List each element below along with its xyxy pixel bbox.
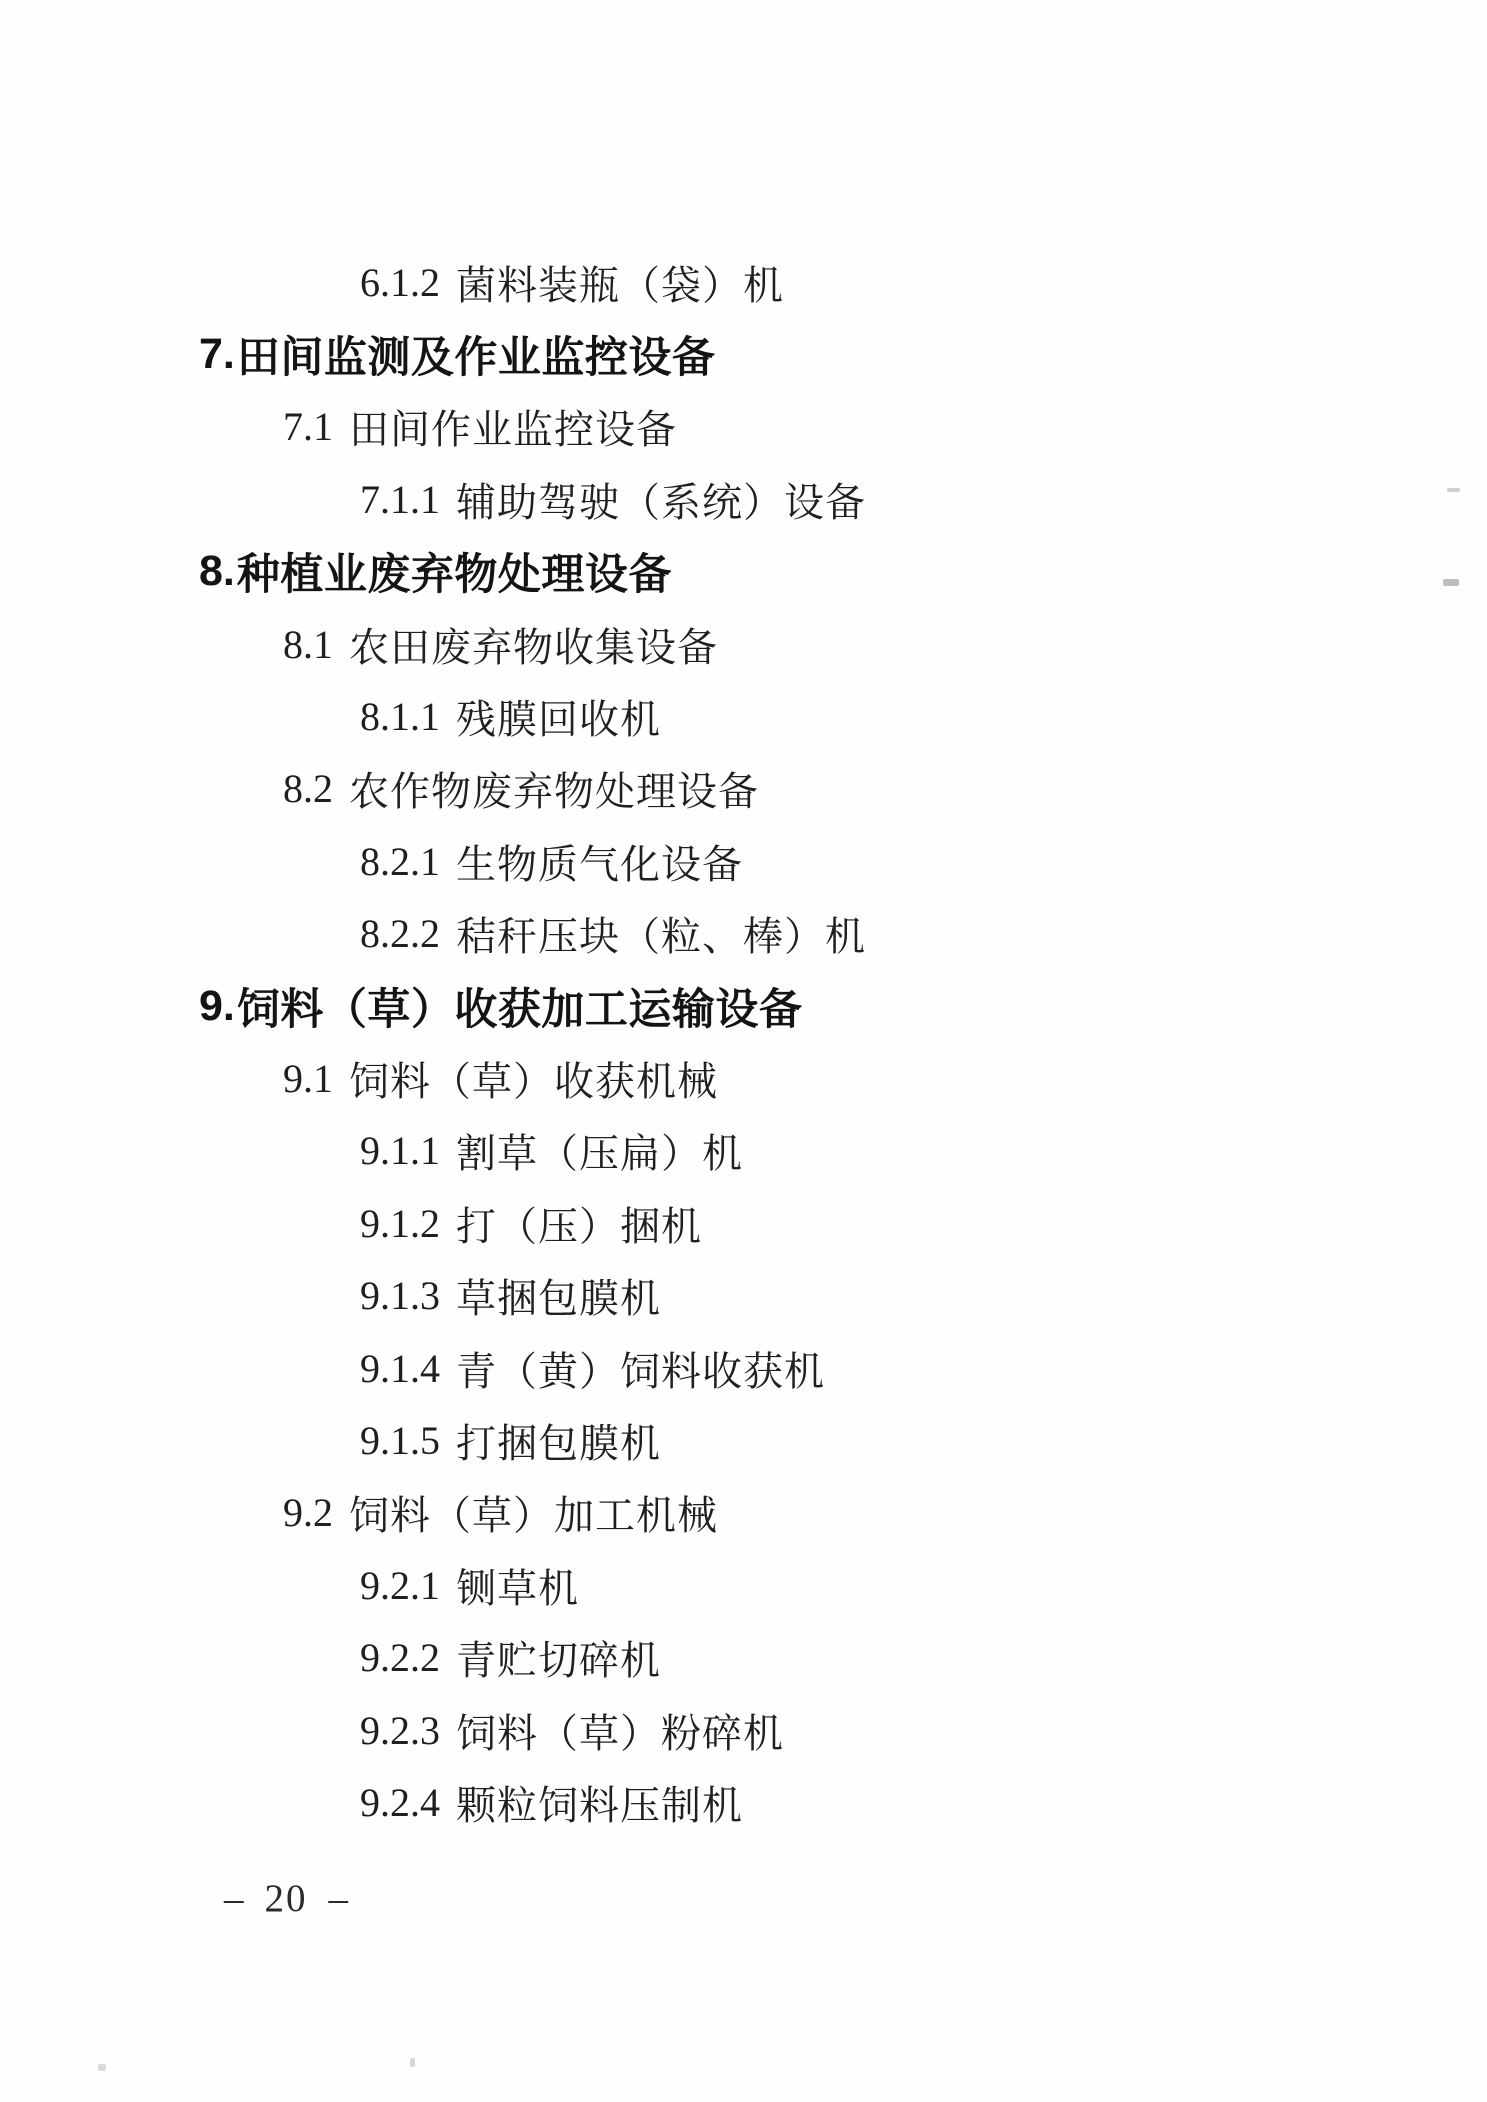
scan-artifact xyxy=(410,2058,415,2067)
entry-number: 9.2 xyxy=(283,1490,333,1536)
entry-number: 8.2 xyxy=(283,766,333,812)
entry-label: 田间监测及作业监控设备 xyxy=(236,334,716,383)
entry-label: 草捆包膜机 xyxy=(456,1276,661,1322)
entry-number: 9. xyxy=(199,981,235,1030)
scan-artifact xyxy=(98,2064,106,2071)
entry-number: 9.1.1 xyxy=(360,1128,440,1174)
scan-artifact xyxy=(1443,579,1459,586)
entry-number: 9.2.3 xyxy=(360,1707,440,1753)
entry-number: 8.2.1 xyxy=(360,838,440,884)
entry-number: 9.1.2 xyxy=(360,1200,440,1246)
equipment-catalog-list xyxy=(0,246,1487,1839)
catalog-entry xyxy=(0,1332,1487,1404)
section-heading xyxy=(0,318,1487,390)
catalog-entry xyxy=(0,1694,1487,1766)
entry-label: 打捆包膜机 xyxy=(456,1420,661,1466)
entry-label: 田间作业监控设备 xyxy=(349,407,677,453)
entry-label: 种植业废弃物处理设备 xyxy=(236,551,672,600)
entry-label: 秸秆压块（粒、棒）机 xyxy=(456,914,866,960)
catalog-entry xyxy=(0,1115,1487,1187)
catalog-entry xyxy=(0,608,1487,680)
entry-number: 9.1.5 xyxy=(360,1417,440,1463)
entry-number: 9.1.3 xyxy=(360,1273,440,1319)
catalog-entry xyxy=(0,1042,1487,1114)
entry-label: 青（黄）饲料收获机 xyxy=(456,1348,825,1394)
entry-number: 7.1 xyxy=(283,404,333,450)
catalog-entry xyxy=(0,1766,1487,1838)
catalog-entry xyxy=(0,1621,1487,1693)
page-number-value: 20 xyxy=(264,1877,308,1920)
entry-label: 残膜回收机 xyxy=(456,697,661,743)
entry-number: 7. xyxy=(199,330,235,379)
entry-number: 8.1 xyxy=(283,621,333,667)
catalog-entry xyxy=(0,246,1487,318)
entry-label: 农作物废弃物处理设备 xyxy=(349,769,759,815)
page-number xyxy=(224,1876,348,1921)
entry-label: 割草（压扁）机 xyxy=(456,1131,743,1177)
catalog-entry xyxy=(0,1549,1487,1621)
catalog-entry xyxy=(0,680,1487,752)
entry-number: 9.2.4 xyxy=(360,1779,440,1825)
catalog-entry xyxy=(0,1477,1487,1549)
entry-number: 9.2.1 xyxy=(360,1562,440,1608)
entry-number: 6.1.2 xyxy=(360,259,440,305)
page-number-suffix-dash: – xyxy=(328,1877,348,1920)
entry-label: 青贮切碎机 xyxy=(456,1638,661,1684)
entry-label: 辅助驾驶（系统）设备 xyxy=(456,479,866,525)
entry-number: 9.1.4 xyxy=(360,1345,440,1391)
entry-number: 8.1.1 xyxy=(360,694,440,740)
entry-label: 饲料（草）加工机械 xyxy=(349,1493,718,1539)
entry-label: 农田废弃物收集设备 xyxy=(349,624,718,670)
entry-label: 生物质气化设备 xyxy=(456,841,743,887)
entry-number: 9.1 xyxy=(283,1055,333,1101)
entry-label: 饲料（草）收获加工运输设备 xyxy=(236,985,803,1034)
page-number-prefix-dash: – xyxy=(224,1877,244,1920)
entry-label: 菌料装瓶（袋）机 xyxy=(456,262,784,308)
entry-label: 铡草机 xyxy=(456,1565,579,1611)
entry-label: 颗粒饲料压制机 xyxy=(456,1782,743,1828)
entry-label: 打（压）捆机 xyxy=(456,1203,702,1249)
catalog-entry xyxy=(0,391,1487,463)
catalog-entry xyxy=(0,753,1487,825)
catalog-entry xyxy=(0,1187,1487,1259)
entry-label: 饲料（草）粉碎机 xyxy=(456,1710,784,1756)
entry-number: 8.2.2 xyxy=(360,911,440,957)
entry-number: 9.2.2 xyxy=(360,1635,440,1681)
catalog-entry xyxy=(0,898,1487,970)
catalog-entry xyxy=(0,1404,1487,1476)
section-heading xyxy=(0,536,1487,608)
scan-artifact xyxy=(1447,488,1460,492)
entry-label: 饲料（草）收获机械 xyxy=(349,1058,718,1104)
catalog-entry xyxy=(0,463,1487,535)
catalog-entry xyxy=(0,1259,1487,1331)
section-heading xyxy=(0,970,1487,1042)
entry-number: 7.1.1 xyxy=(360,476,440,522)
catalog-entry xyxy=(0,825,1487,897)
entry-number: 8. xyxy=(199,547,235,596)
